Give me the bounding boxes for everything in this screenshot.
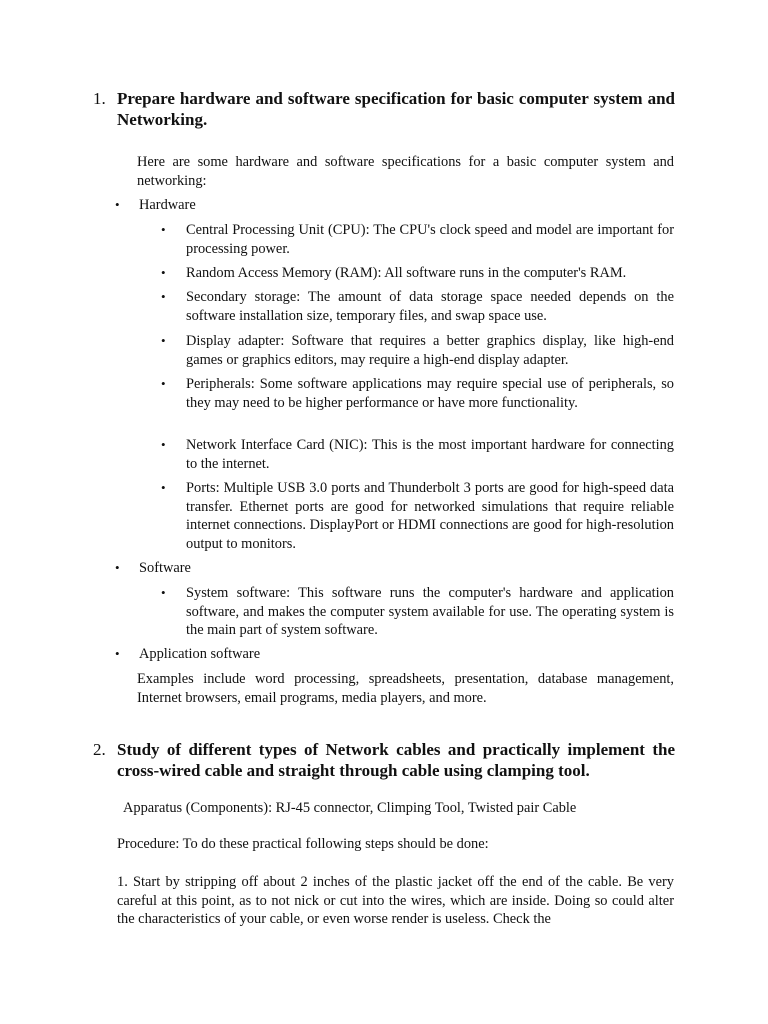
hardware-item-ram: Random Access Memory (RAM): All software runs in the computer's RAM. [186, 265, 627, 281]
procedure-text: Procedure: To do these practical following steps should be done: [117, 836, 489, 852]
step-1-text: 1. Start by stripping off about 2 inches of the plastic jacket off the end of the cable. Be very careful at this point, as to not nick or cut into the wires, which are inside. Doing so could alter the characteristics of your cable, or even worse render is useless. Check the [117, 874, 674, 927]
hardware-item-cpu: Central Processing Unit (CPU): The CPU's clock speed and model are important for processing power. [186, 222, 674, 257]
apparatus-text: Apparatus (Components): RJ-45 connector, Climping Tool, Twisted pair Cable [123, 800, 577, 816]
hardware-item-nic: Network Interface Card (NIC): This is the most important hardware for connecting to the internet. [186, 437, 674, 472]
hardware-item-display: Display adapter: Software that requires a better graphics display, like high-end games or graphics editors, may require a high-end display adapter. [186, 333, 674, 368]
hardware-label: Hardware [139, 197, 196, 213]
bullet-icon: • [161, 222, 166, 237]
bullet-icon: • [115, 646, 120, 661]
bullet-icon: • [161, 585, 166, 600]
section-1-intro: Here are some hardware and software specifications for a basic computer system and networking: [137, 154, 674, 189]
bullet-icon: • [115, 197, 120, 212]
hardware-item-peripherals: Peripherals: Some software applications may require special use of peripherals, so they may need to be higher performance or have more functionality. [186, 376, 674, 411]
section-2-number: 2. [93, 740, 106, 759]
section-2-title: Study of different types of Network cables and practically implement the cross-wired cable and straight through cable using clamping tool. [117, 740, 675, 780]
application-label: Application software [139, 646, 261, 662]
hardware-item-ports: Ports: Multiple USB 3.0 ports and Thunderbolt 3 ports are good for high-speed data transfer. Ethernet ports are good for networked simulations that require reliable internet connections. DisplayPort or HDMI connections are good for high-resolution output to monitors. [186, 480, 674, 552]
bullet-icon: • [161, 265, 166, 280]
bullet-icon: • [161, 289, 166, 304]
bullet-icon: • [161, 333, 166, 348]
software-label: Software [139, 560, 191, 576]
hardware-item-storage: Secondary storage: The amount of data storage space needed depends on the software installation size, temporary files, and swap space use. [186, 289, 674, 324]
application-text: Examples include word processing, spreadsheets, presentation, database management, Internet browsers, email programs, media players, and more. [137, 671, 674, 706]
section-1-number: 1. [93, 89, 106, 108]
bullet-icon: • [161, 376, 166, 391]
bullet-icon: • [161, 480, 166, 495]
bullet-icon: • [161, 437, 166, 452]
section-1-title: Prepare hardware and software specification for basic computer system and Networking. [117, 89, 675, 129]
bullet-icon: • [115, 560, 120, 575]
software-item-system: System software: This software runs the computer's hardware and application software, and makes the computer system available for use. The operating system is the main part of system software. [186, 585, 674, 638]
